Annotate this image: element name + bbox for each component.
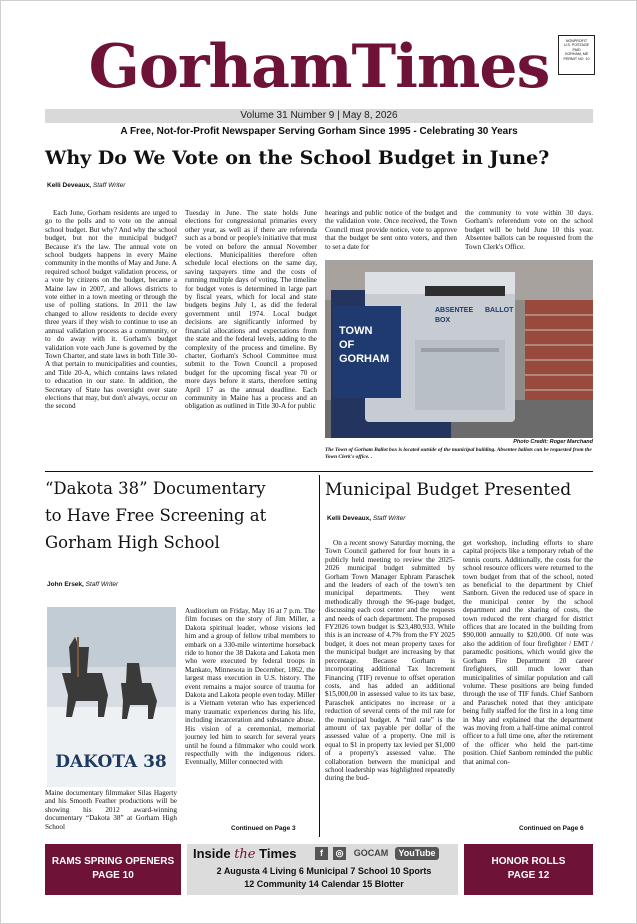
promo-line: HONOR ROLLS [491, 856, 566, 867]
section-divider [45, 471, 593, 472]
dakota-poster-title: DAKOTA 38 [55, 752, 167, 772]
postage-indicia [558, 35, 595, 75]
municipal-byline [327, 514, 405, 523]
dakota-column-2: Auditorium on Friday, May 16 at 7 p.m. The film focuses on the story of Jim Miller, a Dakota spiritual leader, whose visions led him and a group of fellow tribal members to embark on a 330-mile wintertime horseback ride to honor the 38 Dakota and Lakota men who were executed by federal troops in Mankato, Minnesota in December, 1862, the largest mass execution in U.S. history. The event remains a major source of trauma for Dakota and Lakota people even today. Miller is a Vietnam veteran who has experienced many traumatic experiences during his life, including incarceration and substance abuse. His vision of a ceremonial, memorial journey led him to search for several years until he found a filmmaker who could work respectfully with the indigenous riders. Eventually, Miller connected with [185, 607, 315, 767]
lead-column-4: the community to vote within 30 days. Gorham's referendum vote on the school budget will be held June 10 this year. Absentee ballots can be requested from the Town Clerk's Office. [465, 209, 593, 251]
masthead-title: GorhamTimes [88, 32, 550, 102]
ballot-box-illustration [325, 260, 593, 438]
byline-role: Staff Writer [372, 515, 406, 522]
dakota-poster [47, 607, 176, 787]
promo-line: PAGE 12 [507, 870, 550, 881]
promo-line: PAGE 10 [92, 870, 134, 881]
byline-author: Kelli Deveaux, [327, 515, 372, 522]
lead-column-1: Each June, Gorham residents are urged to go to the polls and to vote on the annual school budget. But why? And why the school budget, but not the municipal budget? Because it's the law. The annual vote on school budgets happens in every Maine community in the months of May and June. A required school budget validation process, or a vote by citizens on the budget, became a Maine law in 2007, and allows districts to vote either in a town meeting or through the use of polling stations. In 2011 the law changed to allow residents to decide every three years if they wish to continue to use an annual validation process as a community, or to do away with it. Gorham's budget validation vote each June is governed by the Town Charter, and state laws in both Title 30-A that pertain to municipalities and counties, and Title 20-A, which contains laws related to education in our state. In addition, the Secretary of State has oversight over state elections that may, but don't always, occur on the second [45, 209, 177, 411]
promo-rams-spring-openers[interactable] [45, 844, 181, 895]
inside-title [193, 846, 296, 862]
youtube-icon[interactable]: YouTube [395, 847, 439, 860]
column-divider [319, 475, 320, 837]
dakota-headline-line: “Dakota 38” Documentary [45, 479, 266, 498]
postage-line: U.S. POSTAGE [563, 43, 590, 48]
promo-line: RAMS SPRING OPENERS [51, 856, 175, 867]
municipal-column-1: On a recent snowy Saturday morning, the Town Council gathered for four hours in a publicly held meeting to review the 2025-2026 municipal budget submitted by Gorham Town Manager Ephram Paraschek and the leaders of each of the town's ten municipal departments. They went methodically through the 96-page budget, discussing each cost center and the requests and needs of each department. The proposed FY2026 town budget is $23,480,933. While this is an increase of 4.7% from the FY 2025 budget, it does not mean property taxes for the municipal budget are increasing by that percentage. Because Gorham is incorporating additional Tax Increment Financing (TIF) revenue to offset operation costs, and has added an additional $15,000,00 in assessed value to its tax base, Paraschek anticipates no increase or a reduction of several cents of the mil rate for the municipal budget. A “mil rate” is the amount of tax payable per dollar of the assessed value of a property. One mil is equal to $1 in property tax levied per $1,000 of a property's assessed value. The collaboration between the municipal and school leadership was highlighted repeatedly during the bud- [325, 539, 455, 783]
instagram-icon[interactable]: ◎ [333, 847, 346, 860]
lead-column-2: Tuesday in June. The state holds June elections for congressional primaries every other year, as well as if there are referenda such as a bond or people's initiative that must be voted on before the annual November elections. Municipalities therefore often schedule local elections on the same day, saving taxpayers time and the costs of running multiple days of voting. The timeline for budget votes is determined in large part by fiscal years, which for local and state budgets begins July 1, as did the federal government until 1974. Local budget decisions are significantly informed by financial allocations and expectations from the state and the federal levels, adding to the complexity of the process and timeline. By charter, Gorham's School Committee must submit to the Town Council a proposed budget for the upcoming fiscal year 70 or more days before it starts, therefore setting April 17 as the annual deadline. Each community in Maine has a process and an obligation as outlined in Title 30-A for public [185, 209, 317, 411]
volume-bar: Volume 31 Number 9 | May 8, 2026 [45, 109, 593, 123]
ballot-box-ballot: BALLOT [485, 307, 514, 314]
inside-times: Times [259, 846, 297, 861]
tagline: A Free, Not-for-Profit Newspaper Serving Gorham Since 1995 - Celebrating 30 Years [120, 126, 518, 137]
ballot-box-of: OF [339, 339, 355, 351]
inside-toc-line: 2 Augusta 4 Living 6 Municipal 7 School 10 Sports [216, 866, 432, 876]
lead-photo-credit: Photo Credit: Roger Marchand [513, 439, 593, 445]
facebook-icon[interactable]: f [315, 847, 328, 860]
lead-headline: Why Do We Vote on the School Budget in June? [45, 147, 550, 169]
ballot-box-absentee: ABSENTEE [435, 307, 474, 314]
municipal-continued: Continued on Page 6 [519, 825, 584, 832]
ballot-box-gorham: GORHAM [339, 353, 390, 365]
dakota-headline-line: to Have Free Screening at [45, 506, 267, 525]
lead-byline [47, 181, 125, 190]
dakota-column-1: Maine documentary filmmaker Silas Hagerty and his Smooth Feather productions will be showing his 2012 award-winning documentary “Dakota 38” at Gorham High School [45, 789, 177, 831]
postage-line: PAID [572, 47, 581, 52]
dakota-continued: Continued on Page 3 [231, 825, 296, 832]
gocam-link[interactable]: GOCAM [353, 848, 389, 858]
ballot-box-town: TOWN [339, 325, 373, 337]
byline-author: Kelli Deveaux, [47, 182, 92, 189]
municipal-headline: Municipal Budget Presented [325, 480, 572, 500]
byline-role: Staff Writer [85, 581, 119, 588]
dakota-headline-line: Gorham High School [45, 533, 220, 552]
lead-photo-caption: The Town of Gorham Ballot box is located outside of the municipal building. Absentee ballots can be requested from the Town Clerk's office. . [325, 447, 592, 460]
lead-column-3: hearings and public notice of the budget and the validation vote. Once received, the Town Council must provide notice, vote to approve that the budget be sent onto voters, and then to set a date for [325, 209, 457, 251]
municipal-column-2: get workshop, including efforts to share capital projects like a temporary rehab of the tennis courts. Additionally, the costs for the school resource officers were returned to the town budget from that of the school, noted as beneficial to the department by Chief Sanborn. Given the reduced use of space in the municipal center by the school department and the sharing of costs, the town reduced the rent charged for district offices that are located in the building from $90,000 annually to $20,000. Of note was also the addition of four firefighter / EMT / paramedic positions, which would give the Gorham Fire Department 20 career firefighters, still much lower than municipalities of similar population and call volume. These positions are being funded through the use of TIF funds. Chief Sanborn and Paraschek noted that they anticipate being fully staffed for the first in a long time in May and explained that the department was moving from a half-time animal control officer to a full time one, after the retirement of the officer who held the part-time position. Chief Sanborn reminded the public that animal con- [463, 539, 593, 766]
dakota-byline [47, 580, 118, 589]
inside-toc-line: 12 Community 14 Calendar 15 Blotter [244, 879, 404, 889]
inside-the-times [187, 844, 458, 895]
ballot-box-photo [325, 260, 593, 438]
byline-author: John Ersek, [47, 581, 84, 588]
postage-line: NONPROFIT [565, 39, 588, 43]
inside-label: Inside [193, 846, 231, 861]
postage-line: GORHAM, ME [564, 52, 589, 57]
dakota-poster-illustration [47, 607, 176, 787]
dakota-headline [45, 475, 315, 556]
ballot-box-box: BOX [435, 317, 451, 324]
masthead [41, 31, 597, 103]
postage-line: PERMIT NO. 10 [563, 56, 590, 61]
promo-honor-rolls[interactable] [464, 844, 593, 895]
inside-the: the [234, 847, 256, 862]
byline-role: Staff Writer [92, 182, 126, 189]
